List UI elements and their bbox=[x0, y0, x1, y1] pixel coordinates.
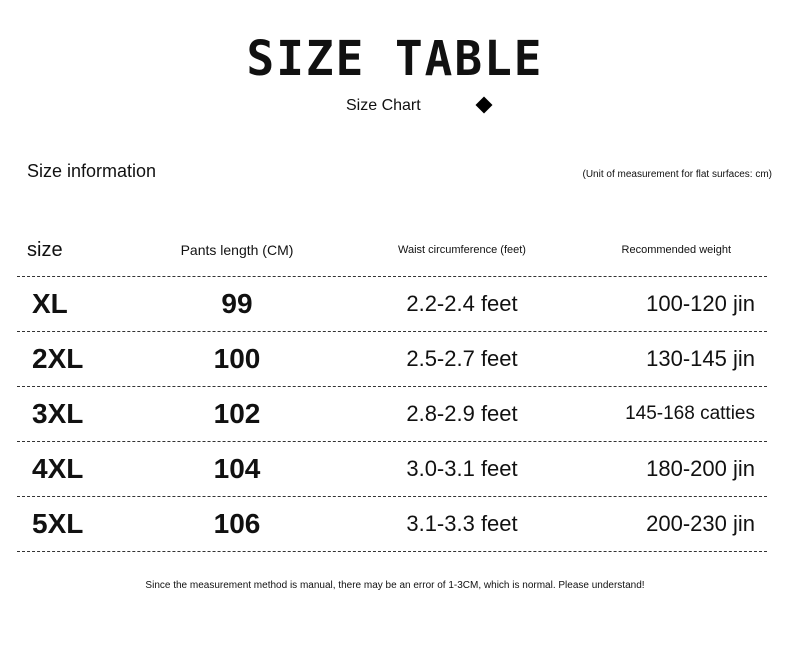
size-table bbox=[17, 224, 767, 552]
header-size: size bbox=[27, 238, 63, 261]
diamond-icon bbox=[476, 97, 493, 114]
page-title: SIZE TABLE bbox=[246, 29, 544, 87]
size-cell: XL bbox=[32, 288, 68, 319]
length-cell: 102 bbox=[213, 398, 261, 429]
waist-cell: 2.2-2.4 feet bbox=[406, 291, 518, 316]
weight-cell: 145-168 catties bbox=[625, 403, 755, 424]
weight-cell: 200-230 jin bbox=[646, 511, 755, 536]
footer-note: Since the measurement method is manual, there may be an error of 1-3CM, which is normal. Please understand! bbox=[145, 580, 645, 591]
header-weight: Recommended weight bbox=[621, 244, 731, 256]
size-cell: 2XL bbox=[32, 343, 84, 374]
size-cell: 3XL bbox=[32, 398, 84, 429]
weight-cell: 100-120 jin bbox=[646, 291, 755, 316]
table-row bbox=[17, 387, 767, 442]
length-cell: 106 bbox=[213, 508, 261, 539]
table-row bbox=[17, 277, 767, 332]
section-label: Size information bbox=[27, 161, 157, 181]
table-row bbox=[17, 332, 767, 387]
waist-cell: 3.1-3.3 feet bbox=[406, 511, 518, 536]
header-pants-length: Pants length (CM) bbox=[180, 242, 294, 258]
unit-note: (Unit of measurement for flat surfaces: cm) bbox=[582, 169, 772, 180]
weight-cell: 130-145 jin bbox=[646, 346, 755, 371]
header-waist: Waist circumference (feet) bbox=[398, 244, 526, 256]
size-cell: 5XL bbox=[32, 508, 84, 539]
subtitle: Size Chart bbox=[346, 97, 421, 114]
length-cell: 99 bbox=[221, 288, 253, 319]
length-cell: 100 bbox=[213, 343, 261, 374]
length-cell: 104 bbox=[213, 453, 261, 484]
waist-cell: 2.8-2.9 feet bbox=[406, 401, 518, 426]
waist-cell: 3.0-3.1 feet bbox=[406, 456, 518, 481]
table-row bbox=[17, 497, 767, 552]
table-row bbox=[17, 442, 767, 497]
table-header-row bbox=[17, 224, 767, 277]
weight-cell: 180-200 jin bbox=[646, 456, 755, 481]
size-cell: 4XL bbox=[32, 453, 84, 484]
waist-cell: 2.5-2.7 feet bbox=[406, 346, 518, 371]
